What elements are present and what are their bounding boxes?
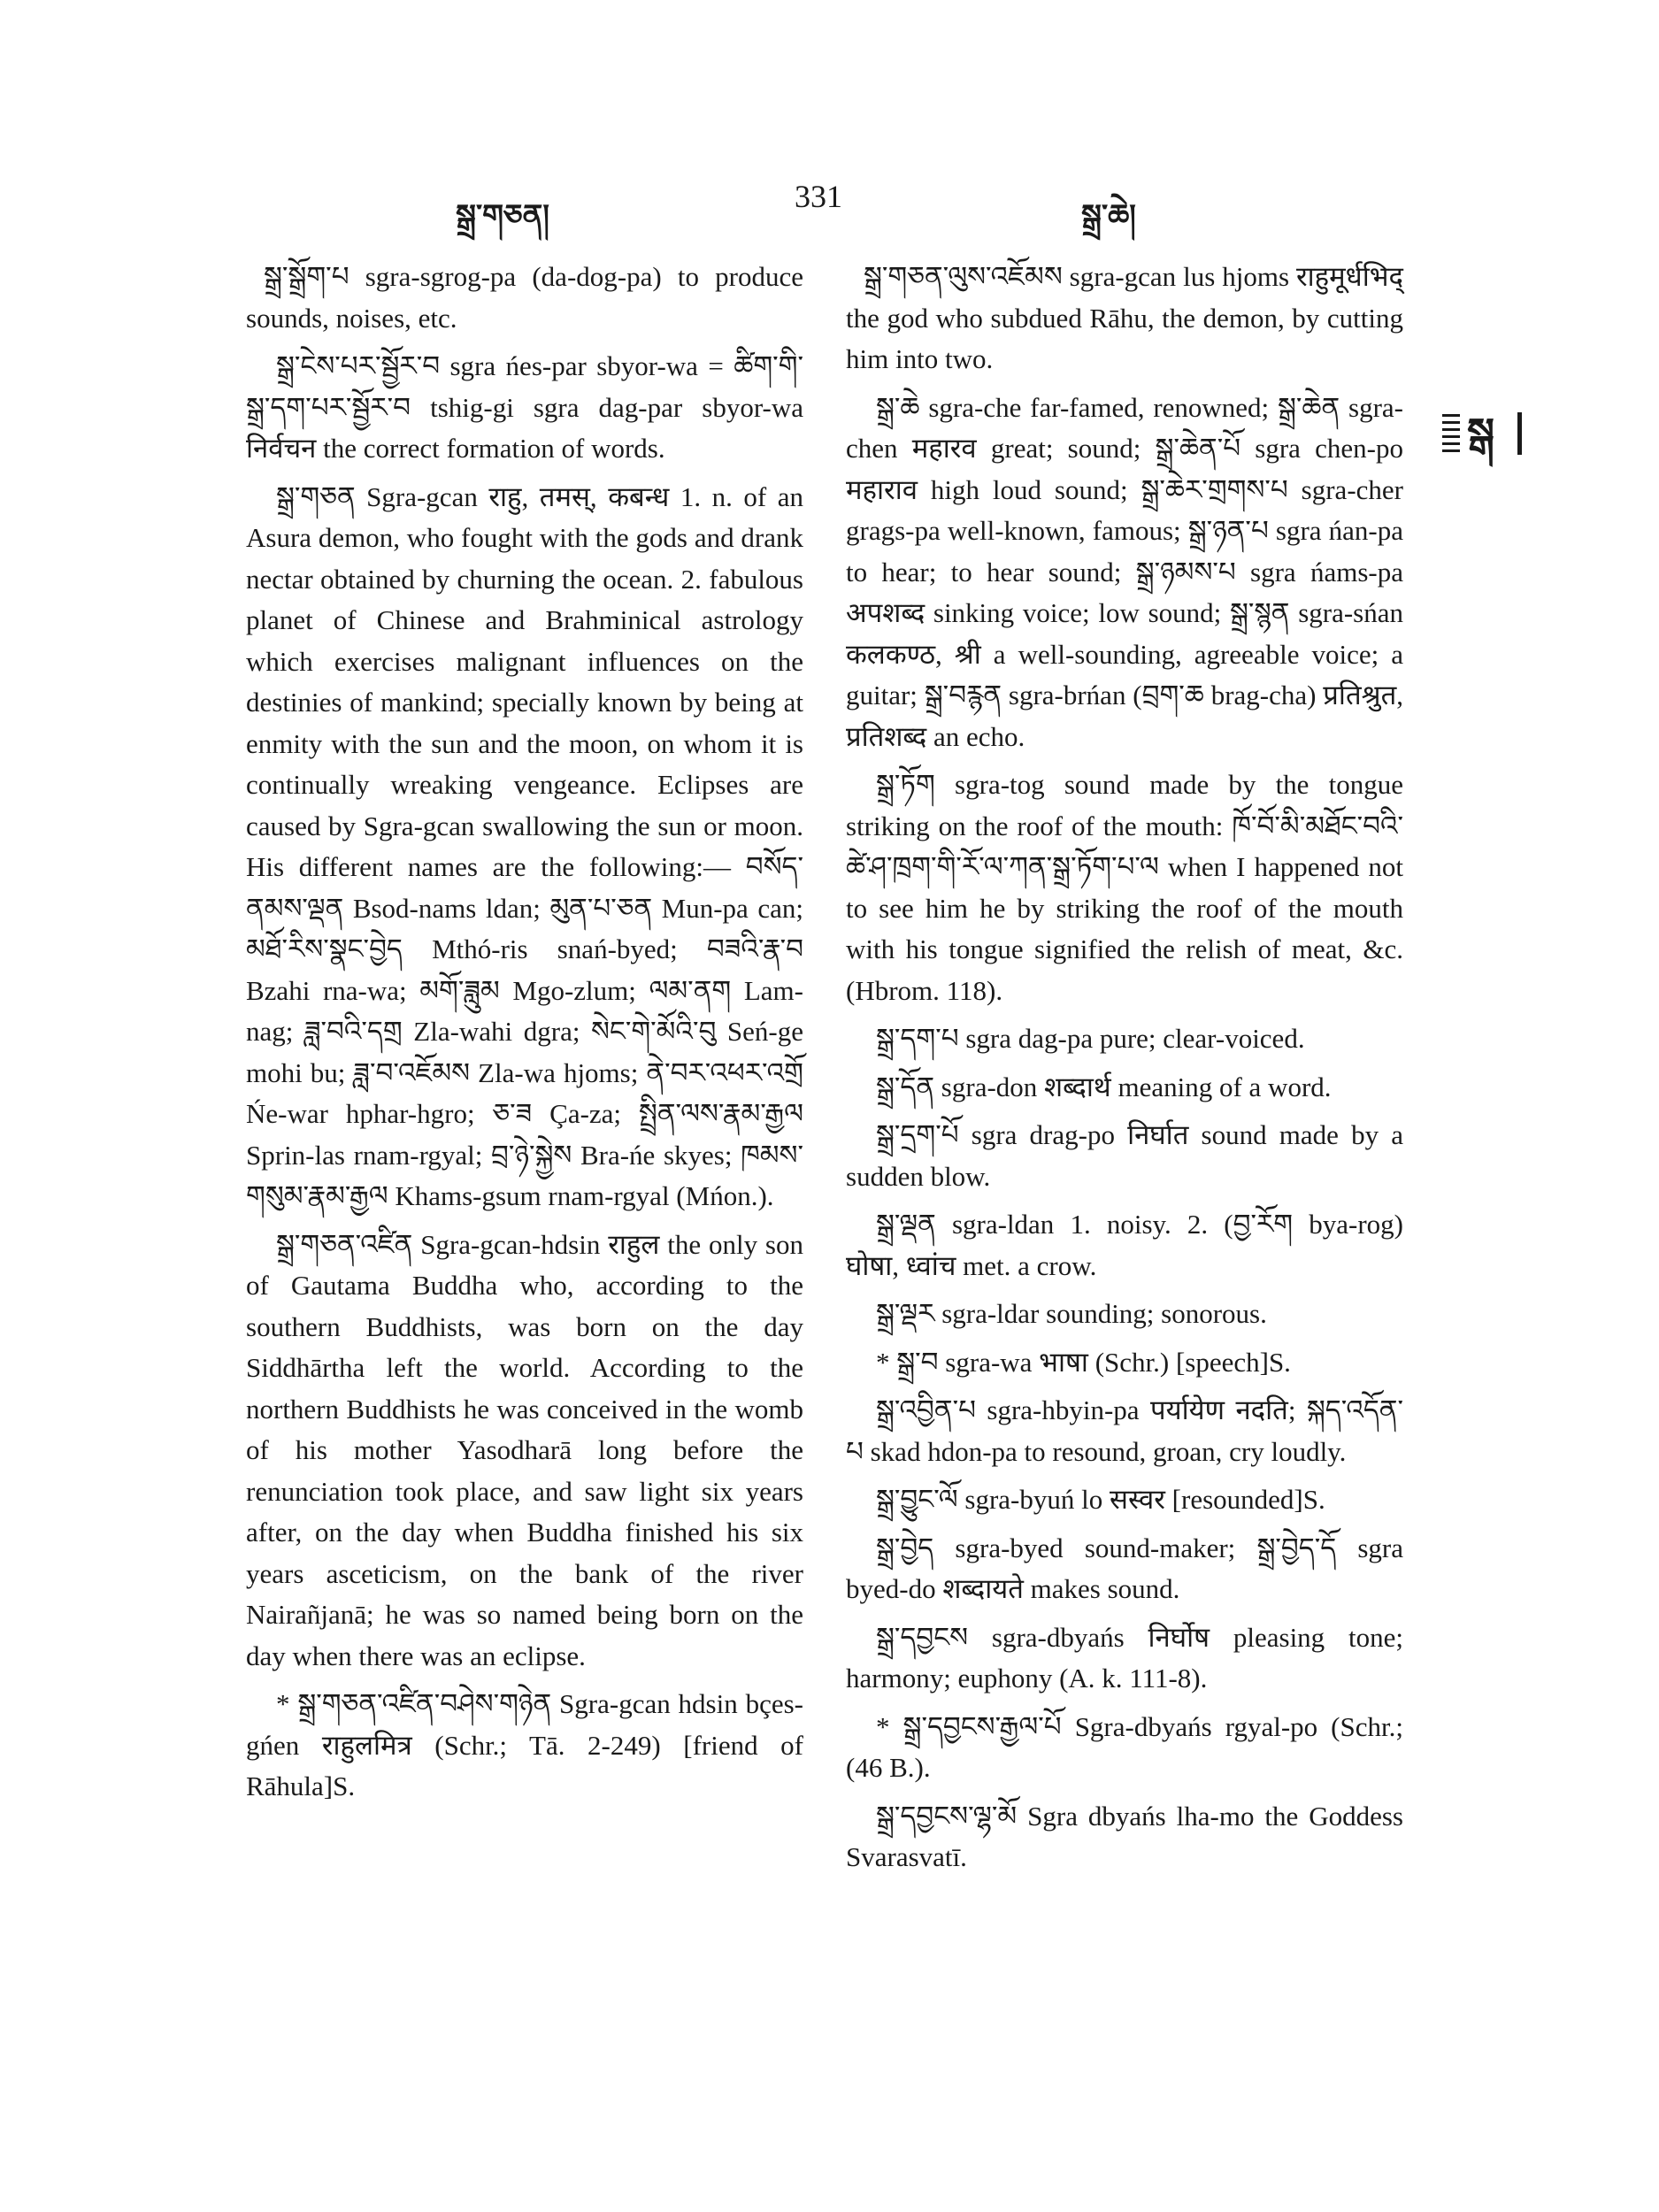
dictionary-entry: སྒྲ་དབྱངས sgra-dbyańs निर्घोष pleasing tone; harmony; euphony (A. k. 111-8). bbox=[846, 1621, 1403, 1694]
dictionary-entry: སྒྲ་དྲག་པོ sgra drag-po निर्घात sound made by a sudden blow. bbox=[846, 1119, 1403, 1192]
thumb-tab-bars bbox=[1442, 414, 1460, 453]
dictionary-entry: * སྒྲ་གཅན་འཛིན་བཤེས་གཉེན Sgra-gcan hdsin bçes-gńen राहुलमित्र (Schr.; Tā. 2-249) [friend of Rāhula]S. bbox=[246, 1688, 803, 1801]
dictionary-entry: * སྒྲ་བ sgra-wa भाषा (Schr.) [speech]S. bbox=[876, 1346, 1291, 1378]
dictionary-entry: སྒྲ་ལྡར sgra-ldar sounding; sonorous. bbox=[876, 1298, 1267, 1329]
dictionary-entry: སྒྲ་དབྱངས་ལྷ་མོ Sgra dbyańs lha-mo the Goddess Svarasvatī. bbox=[846, 1800, 1403, 1872]
page-number: 331 bbox=[795, 179, 842, 214]
thumb-tab-rule bbox=[1517, 412, 1522, 455]
dictionary-entry: སྒྲ་སྒྲོག་པ sgra-sgrog-pa (da-dog-pa) to produce sounds, noises, etc. bbox=[246, 261, 803, 334]
dictionary-entry: སྒྲ་ངེས་པར་སྦྱོར་བ sgra ńes-par sbyor-wa = ཚིག་གི་སྒྲ་དག་པར་སྦྱོར་བ tshig-gi sgra dag-par sbyor-wa निर्वचन the correct formation of words. bbox=[246, 350, 803, 464]
dictionary-entry: སྒྲ་བྱུང་ལོ sgra-byuń lo सस्वर [resounded]S. bbox=[876, 1484, 1325, 1515]
header-right-guideword: སྒྲ་ཆེ། bbox=[1081, 200, 1136, 233]
dictionary-entry: སྒྲ་ཏོག sgra-tog sound made by the tongue striking on the roof of the mouth: ཁོ་བོ་མི་མཐོང་བའི་ཚེ་ཤ་ཁྲག་གི་རོ་ལ་ཀན་སྒྲ་ཏོག་པ་ལ when I happened not to see him he by striking the roof of the mouth with his tongue signified the relish of meat, &c. (Hbrom. 118). bbox=[846, 769, 1403, 1006]
dictionary-entry: སྒྲ་དོན sgra-don शब्दार्थ meaning of a word. bbox=[876, 1071, 1332, 1102]
dictionary-entry: སྒྲ་འབྱིན་པ sgra-hbyin-pa पर्यायेण नदति; སྐད་འདོན་པ skad hdon-pa to resound, groan, cry loudly. bbox=[846, 1394, 1403, 1467]
dictionary-entry: * སྒྲ་དབྱངས་རྒྱལ་པོ Sgra-dbyańs rgyal-po (Schr.; (46 B.). bbox=[846, 1710, 1403, 1783]
thumb-index-tab bbox=[1442, 407, 1522, 460]
header-left-guideword: སྒྲ་གཅན། bbox=[456, 200, 549, 233]
dictionary-entry: སྒྲ་ཆེ sgra-che far-famed, renowned; སྒྲ་ཆེན sgra-chen महारव great; sound; སྒྲ་ཆེན་པོ sgra chen-po महाराव high loud sound; སྒྲ་ཆེར་གྲགས་པ sgra-cher grags-pa well-known, famous; སྒྲ་ཉན་པ sgra ńan-pa to hear; to hear sound; སྒྲ་ཉམས་པ sgra ńams-pa अपशब्द sinking voice; low sound; སྒྲ་སྙན sgra-sńan कलकण्ठ, श्री a well-sounding, agreeable voice; a guitar; སྒྲ་བརྙན sgra-brńan (བྲག་ཆ brag-cha) प्रतिश्रुत, प्रतिशब्द an echo. bbox=[846, 391, 1403, 752]
page-header bbox=[239, 173, 1433, 233]
left-column bbox=[246, 257, 803, 1815]
dictionary-entry: སྒྲ་གཅན Sgra-gcan राहु, तमस्, कबन्ध 1. n. of an Asura demon, who fought with the gods and drank nectar obtained by churning the ocean. 2. fabulous planet of Chinese and Brahminical astrology which exercises malignant influences on the destinies of mankind; specially known by being at enmity with the sun and the moon, on whom it is continually wreaking vengeance. Eclipses are caused by Sgra-gcan swallowing the sun or moon. His different names are the following:— བསོད་ནམས་ལྡན Bsod-nams ldan; མུན་པ་ཅན Mun-pa can; མཐོ་རིས་སྣང་བྱེད Mthó-ris snań-byed; བཟའི་རྣ་བ Bzahi rna-wa; མགོ་ཟླུམ Mgo-zlum; ལམ་ནག Lam-nag; ཟླ་བའི་དགྲ Zla-wahi dgra; སེང་གེ་མོའི་བུ Seń-ge mohi bu; ཟླ་བ་འཇོམས Zla-wa hjoms; ནེ་བར་འཕར་འགྲོ Ńe-war hphar-hgro; ཅ་ཟ Ça-za; སྤྲིན་ལས་རྣམ་རྒྱལ Sprin-las rnam-rgyal; བྲ་ཉེ་སྐྱེས Bra-ńe skyes; ཁམས་གསུམ་རྣམ་རྒྱལ Khams-gsum rnam-rgyal (Mńon.). bbox=[246, 480, 803, 1211]
dictionary-entry: སྒྲ་གཅན་ལུས་འཇོམས sgra-gcan lus hjoms राहुमूर्धभिद् the god who subdued Rāhu, the demon, by cutting him into two. bbox=[846, 261, 1403, 374]
dictionary-entry: སྒྲ་གཅན་འཛིན Sgra-gcan-hdsin राहुल the only son of Gautama Buddha who, according to the southern Buddhists, was born on the day Siddhārtha left the world. According to the northern Buddhists he was conceived in the womb of his mother Yasodharā long before the renunciation took place, and saw light six years after, on the day when Buddha finished his six years asceticism, on the bank of the river Nairañjanā; he was so named being born on the day when there was an eclipse. bbox=[246, 1228, 803, 1671]
dictionary-entry: སྒྲ་དག་པ sgra dag-pa pure; clear-voiced. bbox=[876, 1023, 1305, 1054]
dictionary-entry: སྒྲ་བྱེད sgra-byed sound-maker; སྒྲ་བྱེད་དོ sgra byed-do शब्दायते makes sound. bbox=[846, 1532, 1403, 1604]
thumb-tab-letter: སྒ bbox=[1467, 411, 1495, 456]
dictionary-entry: སྒྲ་ལྡན sgra-ldan 1. noisy. 2. (བྱ་རོག bya-rog) घोषा, ध्वांच met. a crow. bbox=[846, 1209, 1403, 1281]
right-column bbox=[846, 257, 1403, 1886]
